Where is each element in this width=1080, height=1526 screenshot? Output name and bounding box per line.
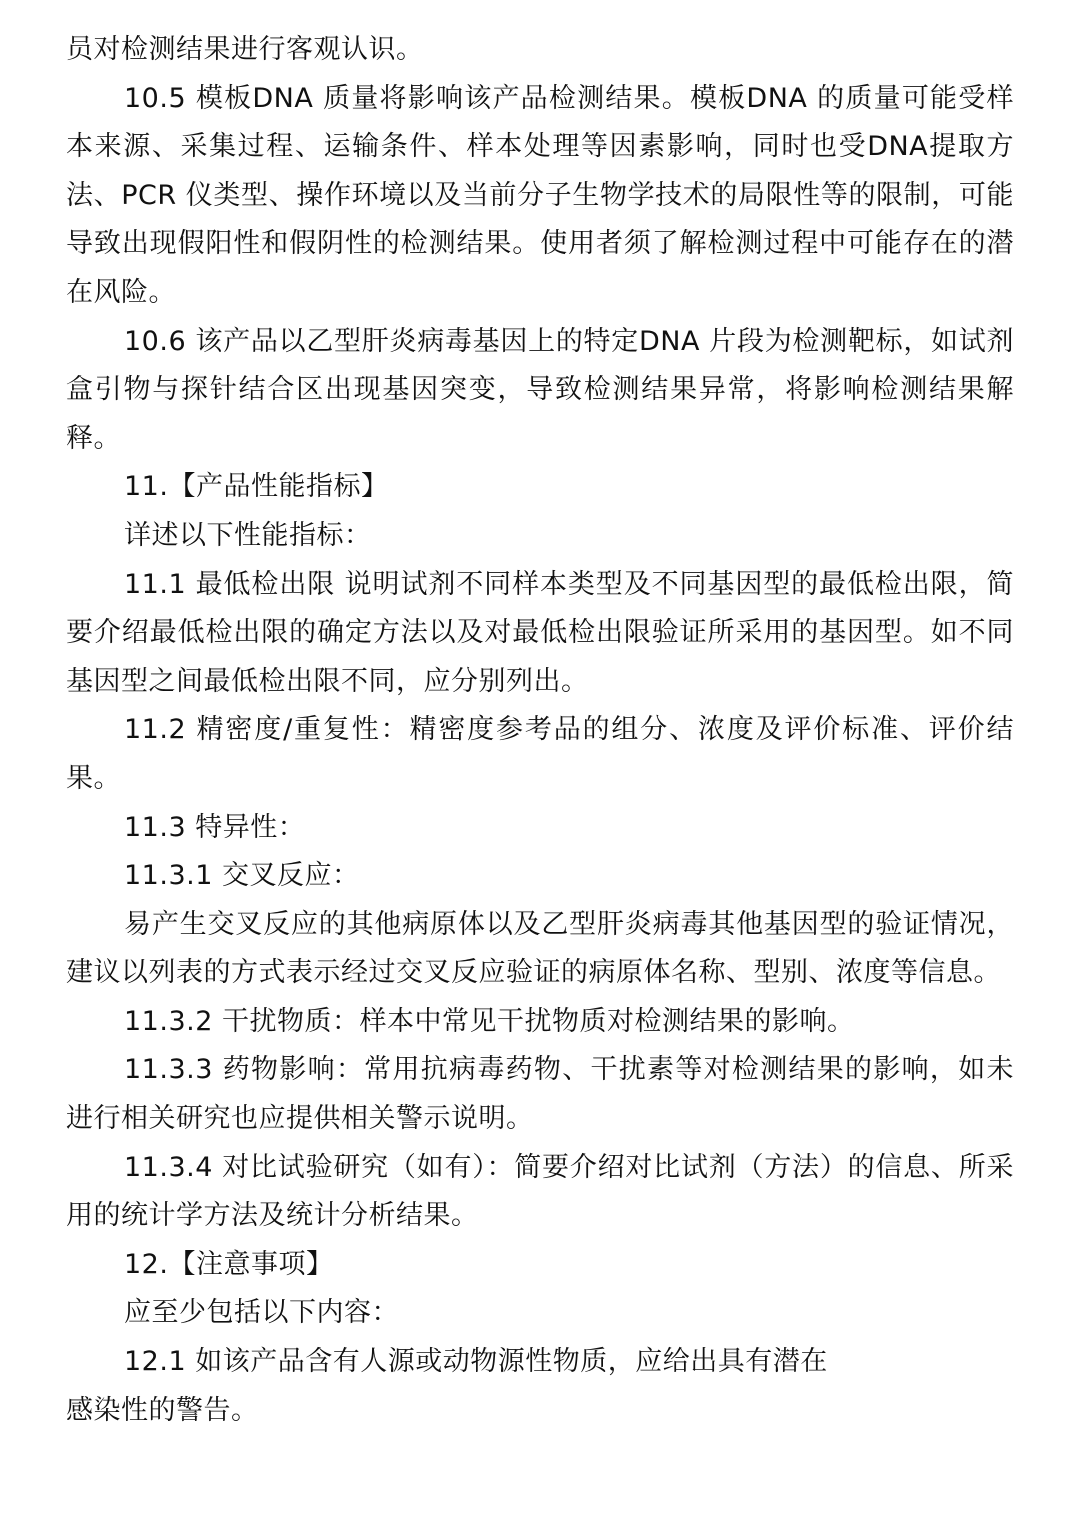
paragraph-11-3-1: 11.3.1 交叉反应： [124, 860, 360, 892]
paragraph-11-2: 11.2 精密度/重复性：精密度参考品的组分、浓度及评价标准、评价结果。 [66, 714, 1014, 794]
paragraph-11-1: 11.1 最低检出限 说明试剂不同样本类型及不同基因型的最低检出限，简要介绍最低检出限的确定方法以及对最低检出限验证所采用的基因型。如不同基因型之间最低检出限不同，应分别列出。 [66, 568, 1014, 697]
paragraph-11-3-4: 11.3.4 对比试验研究（如有）：简要介绍对比试剂（方法）的信息、所采用的统计学方法及统计分析结果。 [66, 1151, 1014, 1232]
paragraph-continuation-top: 员对检测结果进行客观认识。 [66, 34, 424, 65]
paragraph-11-3-2: 11.3.2 干扰物质：样本中常见干扰物质对检测结果的影响。 [124, 1005, 855, 1037]
paragraph-11-3: 11.3 特异性： [124, 811, 306, 843]
paragraph-12-1-continuation: 感染性的警告。 [66, 1394, 259, 1426]
paragraph-10-6: 10.6 该产品以乙型肝炎病毒基因上的特定DNA 片段为检测靶标，如试剂盒引物与探针结合区出现基因突变，导致检测结果异常，将影响检测结果解释。 [66, 325, 1014, 454]
section-heading-11: 11.【产品性能指标】 [124, 471, 389, 503]
paragraph-12-intro: 应至少包括以下内容： [124, 1297, 399, 1329]
paragraph-11-intro: 详述以下性能指标： [124, 519, 372, 551]
paragraph-10-5: 10.5 模板DNA 质量将影响该产品检测结果。模板DNA 的质量可能受样本来源、采集过程、运输条件、样本处理等因素影响，同时也受DNA提取方法、PCR 仪类型、操作环境以及当前分子生物学技术的局限性等的限制，可能导致出现假阳性和假阴性的检测结果。使用者须了解检测过程中可能存在的潜在风险。 [66, 82, 1014, 308]
section-heading-12: 12.【注意事项】 [124, 1248, 334, 1280]
paragraph-12-1: 12.1 如该产品含有人源或动物源性物质，应给出具有潜在 [124, 1346, 828, 1378]
paragraph-11-3-3: 11.3.3 药物影响：常用抗病毒药物、干扰素等对检测结果的影响，如未进行相关研究也应提供相关警示说明。 [66, 1054, 1014, 1135]
paragraph-11-3-1-body: 易产生交叉反应的其他病原体以及乙型肝炎病毒其他基因型的验证情况，建议以列表的方式表示经过交叉反应验证的病原体名称、型别、浓度等信息。 [66, 908, 1014, 989]
